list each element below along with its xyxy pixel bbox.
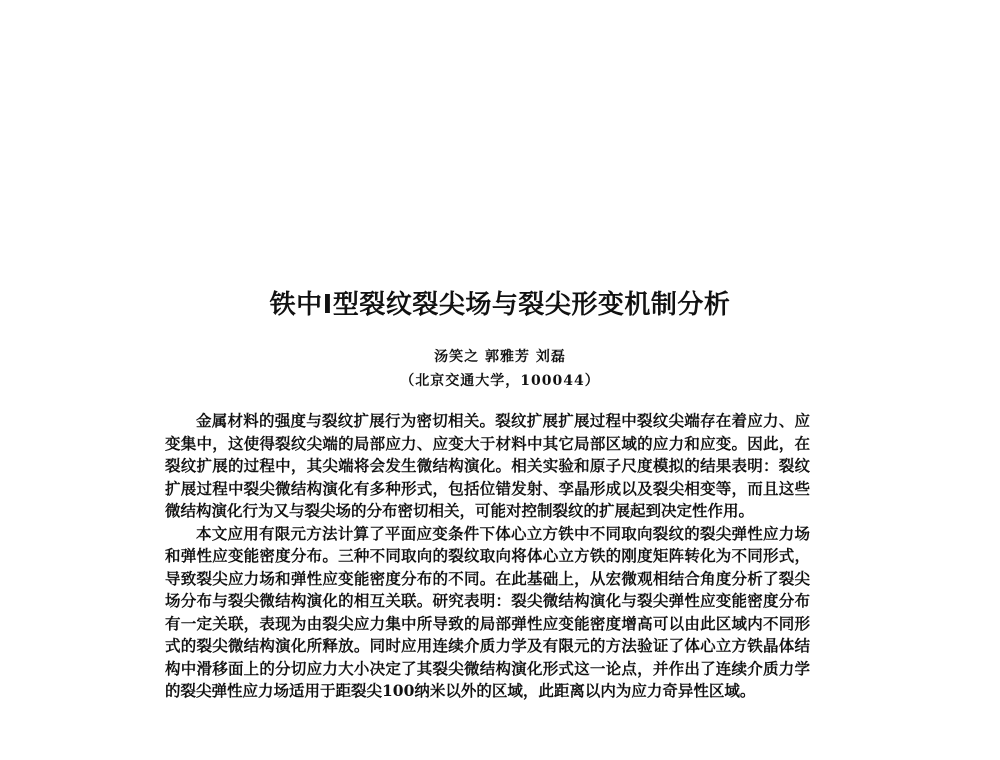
abstract-paragraph-1: 金属材料的强度与裂纹扩展行为密切相关。裂纹扩展扩展过程中裂纹尖端存在着应力、应变集中，这使得裂纹尖端的局部应力、应变大于材料中其它局部区域的应力和应变。因此，在裂纹扩展的过程中，其尖端将会发生微结构演化。相关实验和原子尺度模拟的结果表明：裂纹扩展过程中裂尖微结构演化有多种形式，包括位错发射、孪晶形成以及裂尖相变等，而且这些微结构演化行为又与裂尖场的分布密切相关，可能对控制裂纹的扩展起到决定性作用。 [165, 411, 810, 520]
paper-title: 铁中Ⅰ型裂纹裂尖场与裂尖形变机制分析 [269, 290, 731, 320]
abstract-paragraph-2: 本文应用有限元方法计算了平面应变条件下体心立方铁中不同取向裂纹的裂尖弹性应力场和弹性应变能密度分布。三种不同取向的裂纹取向将体心立方铁的刚度矩阵转化为不同形式，导致裂尖应力场和弹性应变能密度分布的不同。在此基础上，从宏微观相结合角度分析了裂尖场分布与裂尖微结构演化的相互关联。研究表明：裂尖微结构演化与裂尖弹性应变能密度分布有一定关联，表现为由裂尖应力集中所导致的局部弹性应变能密度增高可以由此区域内不同形式的裂尖微结构演化所释放。同时应用连续介质力学及有限元的方法验证了体心立方铁晶体结构中滑移面上的分切应力大小决定了其裂尖微结构演化形式这一论点，并作出了连续介质力学的裂尖弹性应力场适用于距裂尖100纳米以外的区域，此距离以内为应力奇异性区域。 [165, 523, 810, 700]
author-affiliation: （北京交通大学，100044） [400, 373, 600, 389]
abstract-body [165, 410, 810, 703]
author-list: 汤笑之 郭雅芳 刘磊 [434, 349, 566, 365]
